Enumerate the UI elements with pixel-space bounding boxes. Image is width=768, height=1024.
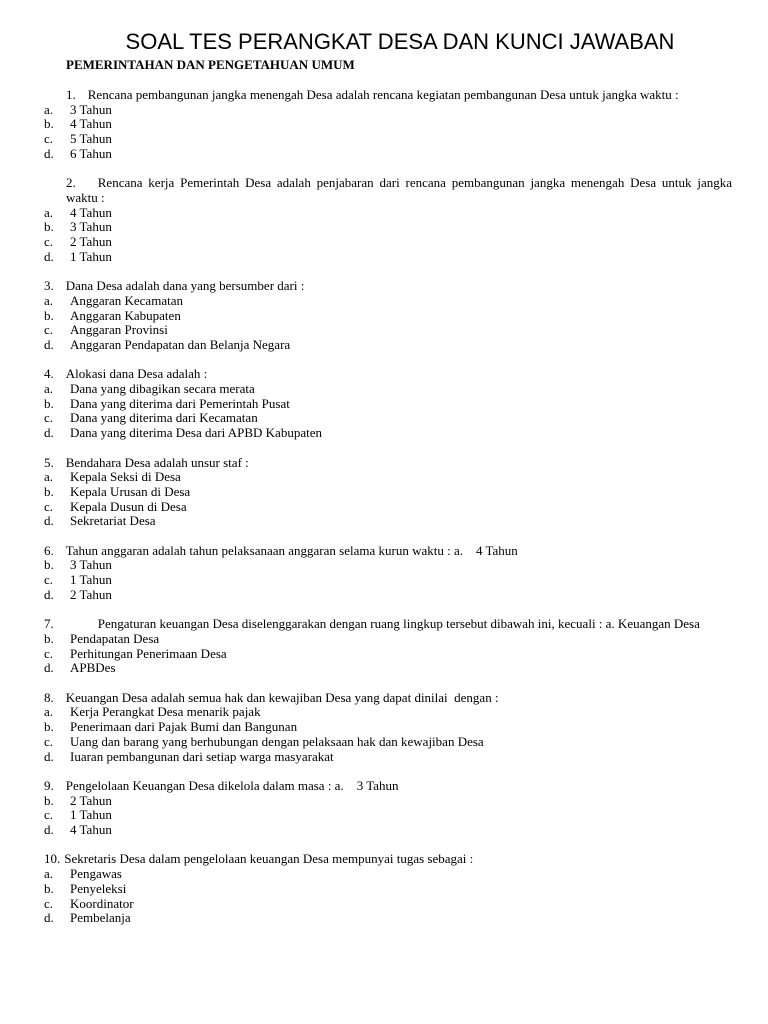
- option-text: Dana yang dibagikan secara merata: [70, 381, 255, 397]
- answer-option: [44, 485, 732, 500]
- answer-option: [44, 647, 732, 662]
- answer-option: [44, 500, 732, 515]
- answer-option: [44, 426, 732, 441]
- answer-option: [44, 220, 732, 235]
- option-text: Uang dan barang yang berhubungan dengan pelaksaan hak dan kewajiban Desa: [70, 733, 484, 749]
- option-text: Dana yang diterima dari Pemerintah Pusat: [70, 395, 290, 411]
- answer-option: [44, 823, 732, 838]
- option-letter: b.: [44, 557, 54, 573]
- option-text: Pengawas: [70, 866, 122, 882]
- answer-option: [44, 309, 732, 324]
- option-letter: b.: [44, 719, 54, 735]
- question-text: Sekretaris Desa dalam pengelolaan keuangan Desa mempunyai tugas sebagai :: [64, 851, 474, 867]
- option-letter: a.: [44, 866, 54, 882]
- answer-option: [44, 382, 732, 397]
- option-text: 2 Tahun: [70, 792, 112, 808]
- option-text: Kepala Dusun di Desa: [70, 498, 187, 514]
- option-text: Kepala Urusan di Desa: [70, 483, 191, 499]
- option-text: Anggaran Provinsi: [70, 322, 168, 338]
- question-text: Keuangan Desa adalah semua hak dan kewajiban Desa yang dapat dinilai dengan :: [65, 689, 499, 705]
- option-text: 1 Tahun: [70, 248, 112, 264]
- option-text: Iuaran pembangunan dari setiap warga masyarakat: [70, 748, 334, 764]
- option-letter: b.: [44, 116, 54, 132]
- question-list: [44, 87, 736, 941]
- option-letter: d.: [44, 660, 54, 676]
- question-text: Rencana pembangunan jangka menengah Desa adalah rencana kegiatan pembangunan Desa untuk jangka waktu :: [87, 87, 679, 102]
- answer-option: [44, 323, 732, 338]
- option-letter: b.: [44, 395, 54, 411]
- option-text: 1 Tahun: [70, 572, 112, 588]
- option-text: Anggaran Pendapatan dan Belanja Negara: [70, 336, 291, 352]
- question-text: Dana Desa adalah dana yang bersumber dari :: [65, 278, 305, 294]
- option-letter: b.: [44, 219, 54, 235]
- answer-option: [44, 573, 732, 588]
- answer-option: [44, 897, 732, 912]
- answer-option: [44, 588, 732, 603]
- question-item: [44, 175, 736, 264]
- answer-option: [44, 705, 732, 720]
- answer-option: [44, 661, 732, 676]
- option-letter: c.: [44, 410, 54, 426]
- question-item: [44, 279, 732, 353]
- option-text: 2 Tahun: [70, 586, 112, 602]
- question-text: Pengelolaan Keuangan Desa dikelola dalam masa : a. 3 Tahun: [65, 777, 399, 793]
- option-letter: c.: [44, 322, 54, 338]
- question-text: Alokasi dana Desa adalah :: [65, 366, 208, 382]
- option-letter: c.: [44, 895, 54, 911]
- question-stem: [44, 88, 732, 103]
- answer-option: [44, 514, 732, 529]
- answer-option: [44, 103, 732, 118]
- question-text: Bendahara Desa adalah unsur staf :: [65, 454, 249, 470]
- answer-option: [44, 882, 732, 897]
- document-title: SOAL TES PERANGKAT DESA DAN KUNCI JAWABAN: [125, 29, 675, 54]
- question-text: Rencana kerja Pemerintah Desa adalah penjabaran dari rencana pembangunan jangka menengah Desa untuk jangka waktu :: [66, 175, 736, 205]
- option-text: Penerimaan dari Pajak Bumi dan Bangunan: [70, 719, 298, 735]
- option-text: Dana yang diterima Desa dari APBD Kabupaten: [70, 425, 322, 441]
- option-letter: c.: [44, 733, 54, 749]
- answer-option: [44, 147, 732, 162]
- answer-option: [44, 397, 732, 412]
- option-letter: a.: [44, 101, 54, 117]
- section-heading: PEMERINTAHAN DAN PENGETAHUAN UMUM: [66, 57, 355, 72]
- option-letter: b.: [44, 880, 54, 896]
- question-number: 7.: [44, 616, 54, 632]
- question-number: 9.: [44, 777, 54, 793]
- option-letter: d.: [44, 513, 54, 529]
- question-text: Tahun anggaran adalah tahun pelaksanaan anggaran selama kurun waktu : a. 4 Tahun: [65, 542, 518, 558]
- answer-option: [44, 235, 732, 250]
- option-text: 6 Tahun: [70, 145, 112, 161]
- question-number: 2.: [66, 175, 76, 191]
- answer-option: [44, 558, 732, 573]
- question-item: [44, 779, 732, 838]
- question-number: 6.: [44, 542, 54, 558]
- option-text: 4 Tahun: [70, 116, 112, 132]
- question-stem: [44, 456, 732, 471]
- option-letter: c.: [44, 131, 54, 147]
- option-letter: d.: [44, 248, 54, 264]
- option-text: Kepala Seksi di Desa: [70, 469, 181, 485]
- option-letter: c.: [44, 645, 54, 661]
- option-letter: d.: [44, 336, 54, 352]
- question-item: [44, 852, 732, 926]
- option-letter: a.: [44, 292, 54, 308]
- answer-option: [44, 338, 732, 353]
- question-stem: [44, 691, 732, 706]
- question-stem: [44, 175, 736, 205]
- answer-option: [44, 794, 732, 809]
- option-letter: a.: [44, 704, 54, 720]
- answer-option: [44, 867, 732, 882]
- option-letter: c.: [44, 234, 54, 250]
- answer-option: [44, 132, 732, 147]
- option-text: 3 Tahun: [70, 557, 112, 573]
- option-letter: b.: [44, 630, 54, 646]
- option-text: Anggaran Kecamatan: [70, 292, 183, 308]
- option-text: 2 Tahun: [70, 234, 112, 250]
- answer-option: [44, 632, 732, 647]
- option-letter: b.: [44, 483, 54, 499]
- option-letter: a.: [44, 381, 54, 397]
- option-letter: d.: [44, 910, 54, 926]
- answer-option: [44, 411, 732, 426]
- question-number: 4.: [44, 366, 54, 382]
- question-item: [44, 367, 732, 441]
- option-letter: d.: [44, 145, 54, 161]
- answer-option: [44, 911, 732, 926]
- option-text: Penyeleksi: [70, 880, 127, 896]
- answer-option: [44, 250, 732, 265]
- answer-option: [44, 808, 732, 823]
- option-letter: c.: [44, 572, 54, 588]
- question-stem: [44, 779, 732, 794]
- answer-option: [44, 117, 732, 132]
- option-text: 4 Tahun: [70, 822, 112, 838]
- option-letter: d.: [44, 822, 54, 838]
- option-text: Koordinator: [70, 895, 134, 911]
- question-number: 1.: [66, 87, 76, 102]
- option-letter: b.: [44, 792, 54, 808]
- option-text: Kerja Perangkat Desa menarik pajak: [70, 704, 261, 720]
- question-stem: [44, 544, 732, 559]
- answer-option: [44, 470, 732, 485]
- option-letter: d.: [44, 586, 54, 602]
- option-text: APBDes: [70, 660, 116, 676]
- question-text: Pengaturan keuangan Desa diselenggarakan dengan ruang lingkup tersebut dibawah ini, kecuali : a. Keuangan Desa: [97, 616, 700, 632]
- question-item: [44, 617, 732, 676]
- answer-option: [44, 735, 732, 750]
- option-letter: c.: [44, 498, 54, 514]
- question-item: [44, 456, 732, 530]
- question-stem: [44, 617, 732, 632]
- answer-option: [44, 294, 732, 309]
- question-item: [44, 691, 732, 765]
- option-letter: a.: [44, 469, 54, 485]
- answer-option: [44, 720, 732, 735]
- option-letter: d.: [44, 748, 54, 764]
- option-letter: d.: [44, 425, 54, 441]
- question-number: 5.: [44, 454, 54, 470]
- answer-option: [44, 206, 732, 221]
- question-item: [44, 544, 732, 603]
- option-text: 3 Tahun: [70, 101, 112, 117]
- option-letter: c.: [44, 807, 54, 823]
- option-text: Sekretariat Desa: [70, 513, 156, 529]
- option-text: Anggaran Kabupaten: [70, 307, 181, 323]
- question-stem: [44, 279, 732, 294]
- answer-option: [44, 750, 732, 765]
- option-text: Dana yang diterima dari Kecamatan: [70, 410, 258, 426]
- option-text: Pembelanja: [70, 910, 131, 926]
- question-item: [44, 88, 732, 162]
- option-text: 4 Tahun: [70, 204, 112, 220]
- option-letter: b.: [44, 307, 54, 323]
- option-text: 3 Tahun: [70, 219, 112, 235]
- option-text: Pendapatan Desa: [70, 630, 160, 646]
- option-text: 1 Tahun: [70, 807, 112, 823]
- question-stem: [44, 367, 732, 382]
- question-number: 10.: [44, 851, 61, 867]
- question-number: 3.: [44, 278, 54, 294]
- option-letter: a.: [44, 204, 54, 220]
- option-text: 5 Tahun: [70, 131, 112, 147]
- question-stem: [44, 852, 732, 867]
- option-text: Perhitungan Penerimaan Desa: [70, 645, 227, 661]
- question-number: 8.: [44, 689, 54, 705]
